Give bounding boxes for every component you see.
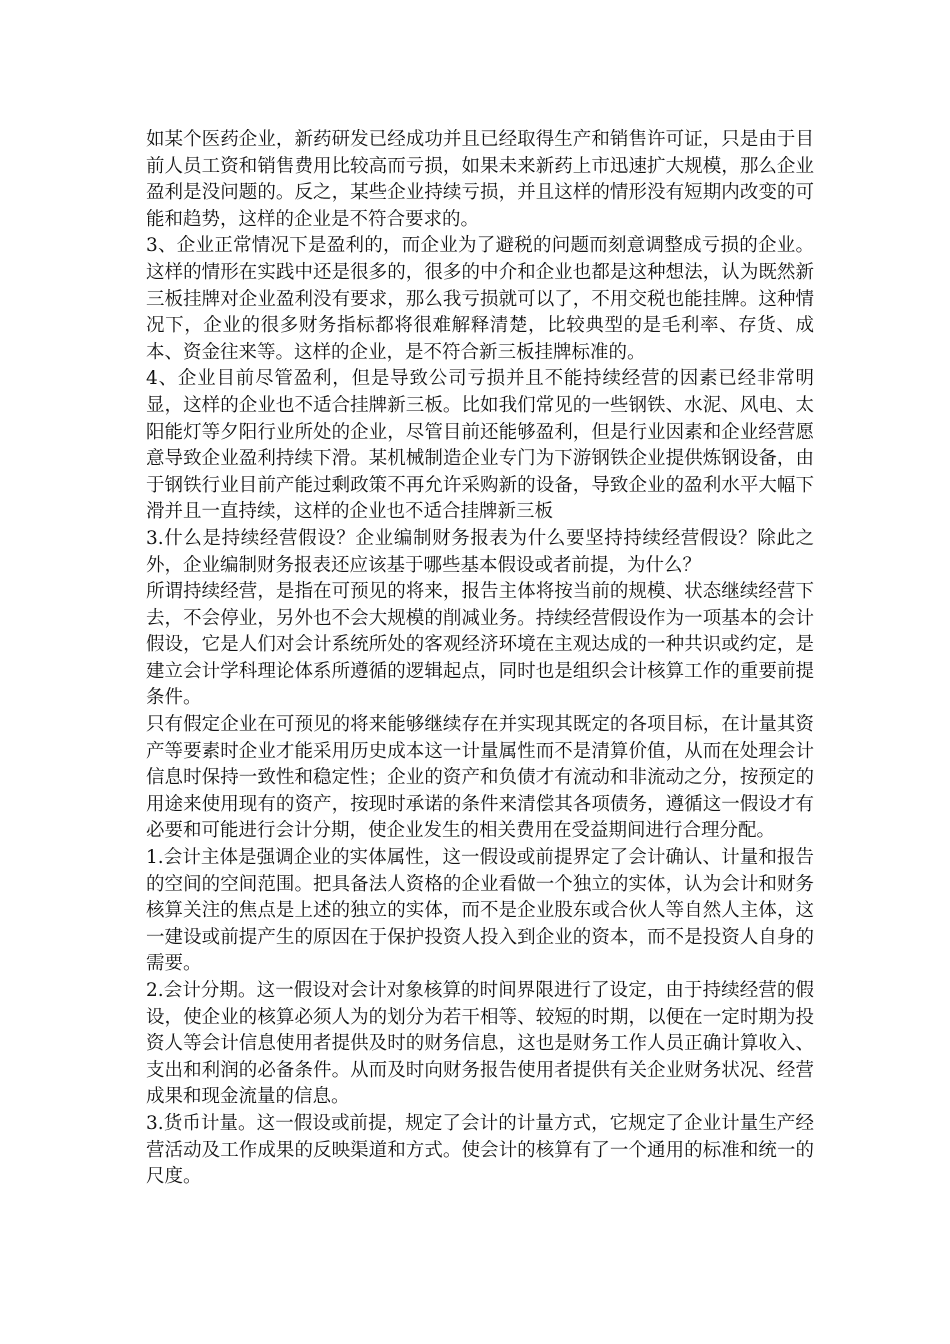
paragraph-going-concern-significance: 只有假定企业在可预见的将来能够继续存在并实现其既定的各项目标，在计量其资产等要素时企业才能采用历史成本这一计量属性而不是清算价值，从而在处理会计信息时保持一致性和稳定性；企业的资产和负债才有流动和非流动之分，按预定的用途来使用现有的资产，按现时承诺的条件来清偿其各项债务，遵循这一假设才有必要和可能进行会计分期，使企业发生的相关费用在受益期间进行合理分配。 [146, 714, 814, 842]
document-body [146, 127, 814, 1191]
paragraph-accounting-entity: 1.会计主体是强调企业的实体属性，这一假设或前提界定了会计确认、计量和报告的空间的空间范围。把具备法人资格的企业看做一个独立的实体，认为会计和财务核算关注的焦点是上述的独立的实体，而不是企业股东或合伙人等自然人主体，这一建设或前提产生的原因在于保护投资人投入到企业的资本，而不是投资人自身的需要。 [146, 847, 814, 975]
paragraph-going-concern-definition: 所谓持续经营，是指在可预见的将来，报告主体将按当前的规模、状态继续经营下去，不会停业，另外也不会大规模的削减业务。持续经营假设作为一项基本的会计假设，它是人们对会计系统所处的客观经济环境在主观达成的一种共识或约定，是建立会计学科理论体系所遵循的逻辑起点，同时也是组织会计核算工作的重要前提条件。 [146, 581, 814, 709]
paragraph-item-3: 3、企业正常情况下是盈利的，而企业为了避税的问题而刻意调整成亏损的企业。这样的情形在实践中还是很多的，很多的中介和企业也都是这种想法，认为既然新三板挂牌对企业盈利没有要求，那么我亏损就可以了，不用交税也能挂牌。这种情况下，企业的很多财务指标都将很难解释清楚，比较典型的是毛利率、存货、成本、资金往来等。这样的企业，是不符合新三板挂牌标准的。 [146, 235, 814, 363]
question-going-concern: 3.什么是持续经营假设？企业编制财务报表为什么要坚持持续经营假设？除此之外，企业编制财务报表还应该基于哪些基本假设或者前提，为什么？ [146, 527, 814, 576]
paragraph-pharma-example: 如某个医药企业，新药研发已经成功并且已经取得生产和销售许可证，只是由于目前人员工资和销售费用比较高而亏损，如果未来新药上市迅速扩大规模，那么企业盈利是没问题的。反之，某些企业持续亏损，并且这样的情形没有短期内改变的可能和趋势，这样的企业是不符合要求的。 [146, 129, 814, 230]
paragraph-accounting-period: 2.会计分期。这一假设对会计对象核算的时间界限进行了设定，由于持续经营的假设，使企业的核算必须人为的划分为若干相等、较短的时期，以便在一定时期为投资人等会计信息使用者提供及时的财务信息，这也是财务工作人员正确计算收入、支出和利润的必备条件。从而及时向财务报告使用者提供有关企业财务状况、经营成果和现金流量的信息。 [146, 980, 814, 1108]
paragraph-item-4: 4、企业目前尽管盈利，但是导致公司亏损并且不能持续经营的因素已经非常明显，这样的企业也不适合挂牌新三板。比如我们常见的一些钢铁、水泥、风电、太阳能灯等夕阳行业所处的企业，尽管目前还能够盈利，但是行业因素和企业经营愿意导致企业盈利持续下滑。某机械制造企业专门为下游钢铁企业提供炼钢设备，由于钢铁行业目前产能过剩政策不再允许采购新的设备，导致企业的盈利水平大幅下滑并且一直持续，这样的企业也不适合挂牌新三板 [146, 368, 814, 523]
paragraph-monetary-measurement: 3.货币计量。这一假设或前提，规定了会计的计量方式，它规定了企业计量生产经营活动及工作成果的反映渠道和方式。使会计的核算有了一个通用的标准和统一的尺度。 [146, 1112, 814, 1188]
